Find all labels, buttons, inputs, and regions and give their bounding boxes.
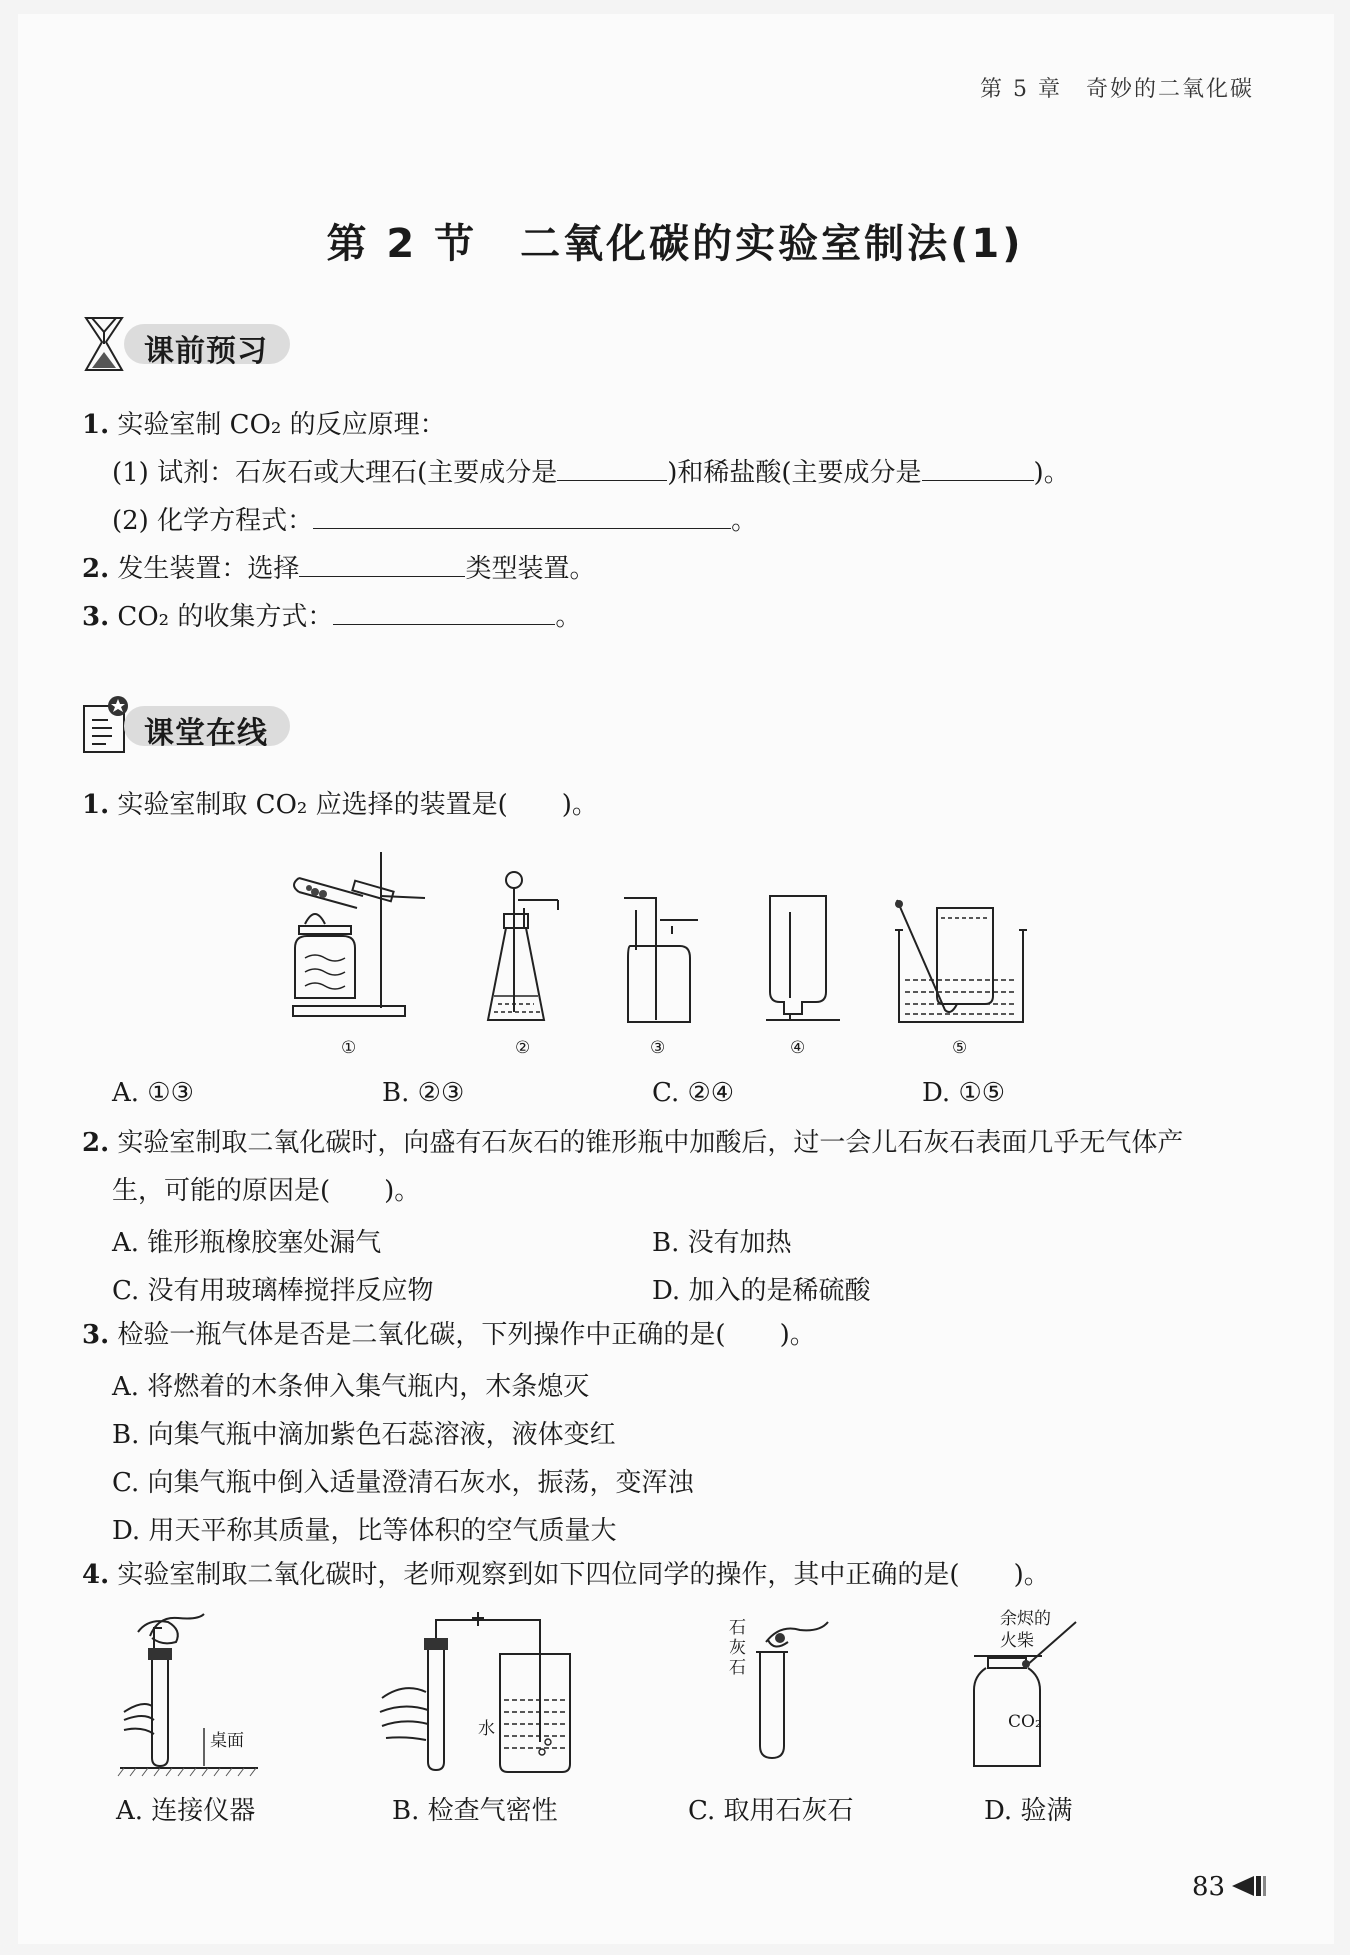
- class-q3: 3. 检验一瓶气体是否是二氧化碳，下列操作中正确的是( )。: [82, 1320, 816, 1350]
- section-heading-label: 课堂在线: [144, 716, 268, 751]
- option-d[interactable]: D. 加入的是稀硫酸: [652, 1276, 871, 1306]
- section-heading-label: 课前预习: [144, 334, 268, 369]
- answer-blank[interactable]: [299, 554, 465, 577]
- apparatus-caption: ②: [515, 1038, 531, 1058]
- option-a[interactable]: A. ①③: [112, 1078, 194, 1108]
- option-c[interactable]: C. ②④: [652, 1078, 735, 1108]
- option-a[interactable]: A. 锥形瓶橡胶塞处漏气: [112, 1228, 382, 1258]
- answer-blank[interactable]: [313, 506, 731, 529]
- apparatus-1-heating-setup: [285, 848, 425, 1018]
- preview-q1b: (2) 化学方程式： 。: [112, 506, 758, 536]
- apparatus-2-flask-funnel: [484, 870, 574, 1040]
- apparatus-caption: ⑤: [952, 1038, 968, 1058]
- annotation-co2: CO₂: [1008, 1712, 1042, 1732]
- option-b[interactable]: B. 没有加热: [652, 1228, 792, 1258]
- class-q1: 1. 实验室制取 CO₂ 应选择的装置是( )。: [82, 790, 598, 820]
- option-b[interactable]: B. 向集气瓶中滴加紫色石蕊溶液，液体变红: [112, 1420, 616, 1450]
- page-arrow-icon: [1232, 1874, 1272, 1900]
- class-q2-line2: 生，可能的原因是( )。: [112, 1176, 421, 1206]
- annotation-match: 火柴: [1000, 1631, 1034, 1651]
- apparatus-5-water-displacement: [893, 900, 1033, 1030]
- certificate-icon: [82, 694, 130, 754]
- option-a[interactable]: A. 将燃着的木条伸入集气瓶内，木条熄灭: [112, 1372, 590, 1402]
- hourglass-icon: [82, 314, 126, 374]
- annotation-water: 水: [478, 1719, 495, 1739]
- answer-blank[interactable]: [557, 458, 667, 481]
- page-number: 83: [1192, 1872, 1226, 1902]
- preview-q1a: (1) 试剂：石灰石或大理石(主要成分是 )和稀盐酸(主要成分是 )。: [112, 458, 1070, 488]
- answer-blank[interactable]: [922, 458, 1034, 481]
- figure-b-airtightness: [380, 1612, 580, 1782]
- option-c[interactable]: C. 向集气瓶中倒入适量澄清石灰水，振荡，变浑浊: [112, 1468, 694, 1498]
- class-q2-line1: 2. 实验室制取二氧化碳时，向盛有石灰石的锥形瓶中加酸后，过一会儿石灰石表面几乎无气体产: [82, 1128, 1184, 1158]
- apparatus-caption: ①: [341, 1038, 357, 1058]
- option-b[interactable]: B. ②③: [382, 1078, 465, 1108]
- apparatus-caption: ③: [650, 1038, 666, 1058]
- preview-q1: 1. 实验室制 CO₂ 的反应原理：: [82, 410, 446, 440]
- annotation-ember: 余烬的: [1000, 1609, 1051, 1629]
- apparatus-4-inverted-bottle: [760, 892, 850, 1042]
- answer-blank[interactable]: [333, 602, 555, 625]
- annotation-limestone: 石灰石: [729, 1618, 746, 1678]
- figure-a-connecting: [118, 1608, 268, 1768]
- option-d[interactable]: D. 用天平称其质量，比等体积的空气质量大: [112, 1516, 617, 1546]
- apparatus-3-gas-bottle: [620, 890, 710, 1040]
- section-title: 第 2 节 二氧化碳的实验室制法(1): [326, 221, 1024, 267]
- annotation-desk: 桌面: [210, 1731, 244, 1751]
- figure-c-taking-limestone: [740, 1612, 840, 1762]
- preview-q2: 2. 发生装置：选择 类型装置。: [82, 554, 596, 584]
- option-c[interactable]: C. 没有用玻璃棒搅拌反应物: [112, 1276, 434, 1306]
- preview-q3: 3. CO₂ 的收集方式： 。: [82, 602, 582, 632]
- option-d[interactable]: D. ①⑤: [922, 1078, 1006, 1108]
- apparatus-caption: ④: [790, 1038, 806, 1058]
- figure-label-c[interactable]: C. 取用石灰石: [688, 1796, 854, 1826]
- class-q4: 4. 实验室制取二氧化碳时，老师观察到如下四位同学的操作，其中正确的是( )。: [82, 1560, 1050, 1590]
- figure-label-a[interactable]: A. 连接仪器: [116, 1796, 256, 1826]
- figure-label-d[interactable]: D. 验满: [984, 1796, 1073, 1826]
- running-header: 第 5 章 奇妙的二氧化碳: [980, 77, 1254, 102]
- figure-label-b[interactable]: B. 检查气密性: [392, 1796, 558, 1826]
